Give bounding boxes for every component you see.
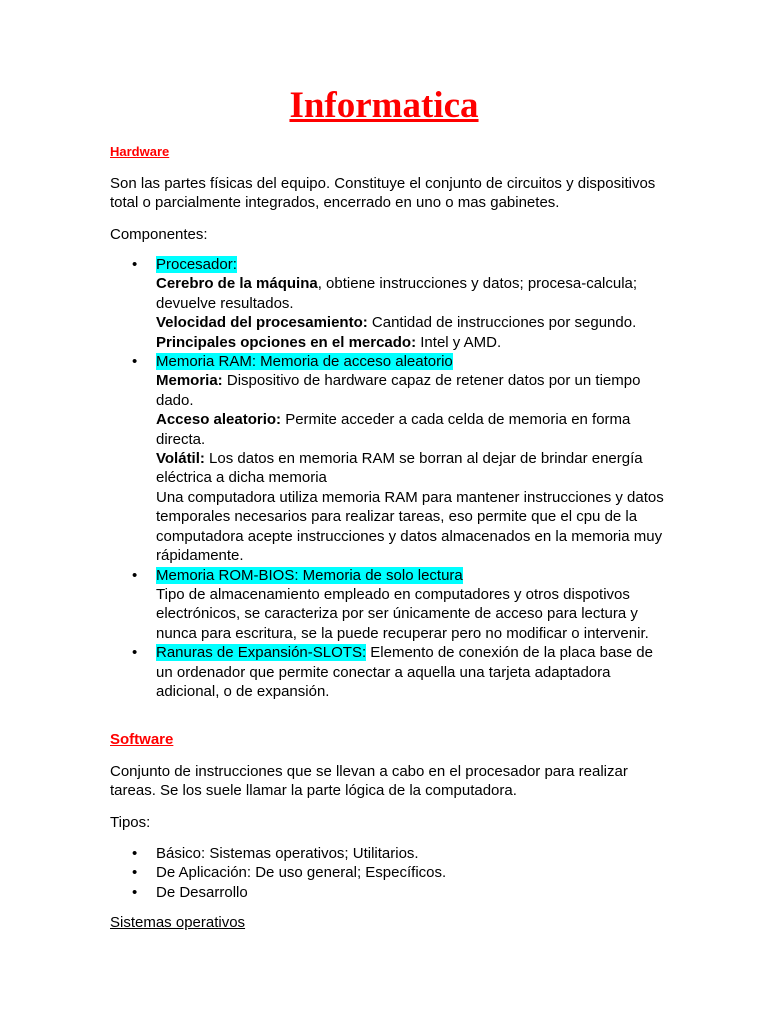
procesador-heading: Procesador: <box>156 256 237 273</box>
bullet-icon: • <box>132 864 138 882</box>
list-item-ranuras <box>110 643 670 701</box>
procesador-line-2: Velocidad del procesamiento: Cantidad de instrucciones por segundo. <box>156 314 637 332</box>
componentes-label: Componentes: <box>110 226 208 243</box>
tipos-list <box>110 844 670 902</box>
memoria-ram-heading: Memoria RAM: Memoria de acceso aleatorio <box>156 353 453 371</box>
list-item-tipo: • De Desarrollo <box>132 883 248 901</box>
procesador-line-3: Principales opciones en el mercado: Intel y AMD. <box>156 333 502 351</box>
memoria-ram-line-1: Memoria: Dispositivo de hardware capaz de retener datos por un tiempo dado. <box>156 372 641 409</box>
memoria-ram-line-4: Una computadora utiliza memoria RAM para mantener instrucciones y datos temporales necesarios para realizar tareas, eso permite que el cpu de la computadora acepte instrucciones y datos almacenados en la memoria muy rápidamente. <box>156 488 664 565</box>
ranuras-heading: Ranuras de Expansión-SLOTS: <box>156 644 367 662</box>
list-item-memoria-rom <box>110 566 670 644</box>
document-title: Informatica <box>289 85 479 126</box>
bullet-icon: • <box>132 883 138 901</box>
list-item-tipo: • Básico: Sistemas operativos; Utilitarios. <box>132 845 419 862</box>
list-item-procesador <box>110 255 670 352</box>
bullet-icon: • <box>132 566 138 584</box>
sistemas-operativos-heading: Sistemas operativos <box>110 914 246 931</box>
bullet-icon: • <box>132 353 138 371</box>
hardware-heading: Hardware <box>110 144 170 159</box>
list-item-memoria-ram <box>110 352 670 565</box>
tipos-label: Tipos: <box>110 814 151 831</box>
memoria-rom-heading: Memoria ROM-BIOS: Memoria de solo lectura <box>156 566 463 584</box>
bullet-icon: • <box>132 256 138 273</box>
software-heading: Software <box>110 731 174 748</box>
componentes-list <box>110 255 670 701</box>
memoria-ram-line-3: Volátil: Los datos en memoria RAM se borran al dejar de brindar energía eléctrica a dicha memoria <box>156 450 643 487</box>
list-item-tipo: • De Aplicación: De uso general; Específicos. <box>132 864 447 882</box>
ranuras-description: Elemento de conexión de la placa base de un ordenador que permite conectar a aquella una tarjeta adaptadora adicional, o de expansión. <box>156 644 653 700</box>
memoria-ram-line-2: Acceso aleatorio: Permite acceder a cada celda de memoria en forma directa. <box>156 411 631 448</box>
bullet-icon: • <box>132 845 138 862</box>
procesador-line-1: Cerebro de la máquina, obtiene instrucciones y datos; procesa-calcula; devuelve resultados. <box>156 275 638 312</box>
hardware-intro: Son las partes físicas del equipo. Constituye el conjunto de circuitos y dispositivos total o parcialmente integrados, encerrado en uno o mas gabinetes. <box>110 175 656 212</box>
software-intro: Conjunto de instrucciones que se llevan a cabo en el procesador para realizar tareas. Se los suele llamar la parte lógica de la computadora. <box>110 763 628 800</box>
bullet-icon: • <box>132 644 138 662</box>
memoria-rom-line-1: Tipo de almacenamiento empleado en computadores y otros dispotivos electrónicos, se caracteriza por ser únicamente de acceso para lectura y nunca para escritura, se la puede recuperar pero no modificar o intervenir. <box>156 585 649 642</box>
